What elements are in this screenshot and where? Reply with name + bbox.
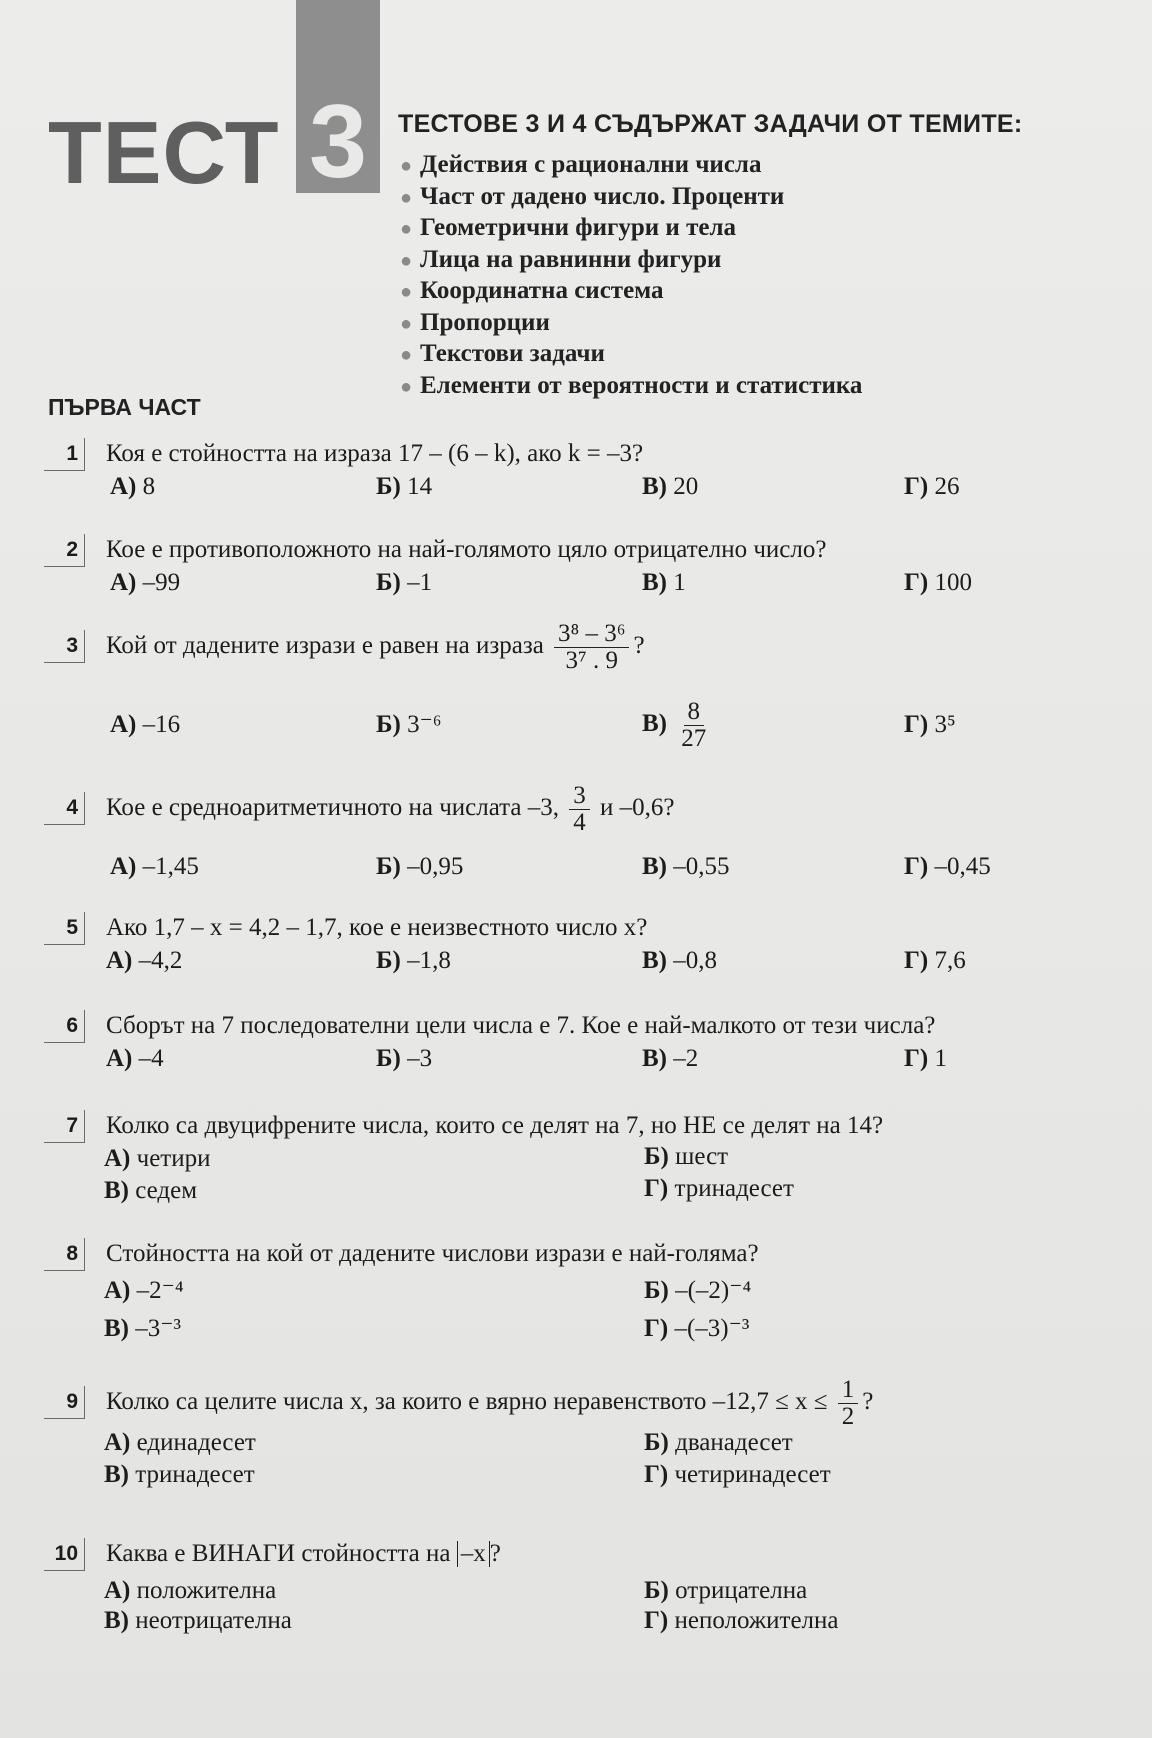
option-a[interactable]: А) 8 [110,473,156,500]
question-text: Коя е стойността на израза 17 – (6 – k), ако k = –3? [106,440,644,467]
option-a[interactable]: А) –2⁻⁴ [104,1277,184,1304]
option-a[interactable]: А) –4 [106,1045,164,1072]
topic-item: ● Координатна система [400,276,862,308]
option-c[interactable]: В) неотрицателна [104,1607,292,1634]
question-number: 1 [44,438,85,471]
topic-item: ● Текстови задачи [400,339,862,371]
fraction: $\frac{\text{3⁸ – 3⁶}}{\text{3⁷ . 9}}$ [554,621,629,674]
topic-item: ● Геометрични фигури и тела [400,213,862,245]
fraction: $\frac{1}{2}$ [838,1377,859,1430]
option-a[interactable]: А) –16 [110,711,181,738]
question-text: Сборът на 7 последователни цели числа е 7. Кое е най-малкото от тези числа? [106,1012,936,1039]
option-c[interactable]: В) –0,8 [642,947,717,974]
option-c[interactable]: В) седем [104,1177,198,1204]
topic-item: ● Елементи от вероятности и статистика [400,371,862,403]
bullet-icon: ● [400,249,413,272]
question-number: 4 [44,792,85,825]
question-number: 5 [44,912,85,945]
option-b[interactable]: Б) шест [644,1143,729,1170]
option-b[interactable]: Б) –1 [376,569,433,596]
question-text: Колко са двуцифрените числа, които се делят на 7, но НЕ се делят на 14? [106,1112,884,1139]
bullet-icon: ● [400,218,413,240]
option-b[interactable]: Б) дванадесет [644,1429,793,1456]
bullet-icon: ● [400,312,413,335]
option-b[interactable]: Б) –3 [376,1045,433,1072]
topics-list [400,150,862,402]
question-text: Ако 1,7 – x = 4,2 – 1,7, кое е неизвестното число x? [106,914,648,941]
option-a[interactable]: А) положителна [104,1577,277,1604]
question-number: 9 [44,1386,85,1419]
option-d[interactable]: Г) 100 [904,569,972,596]
topic-item: ● Действия с рационални числа [400,150,862,182]
option-a[interactable]: А) –99 [110,569,181,596]
question-text: Кой от дадените изрази е равен на израза $\frac{\text{3⁸ – 3⁶}}{\text{3⁷ . 9}}$ ? [106,619,645,674]
test-title: ТЕСТ [48,103,280,202]
option-a[interactable]: А) четири [104,1145,211,1172]
topics-heading: ТЕСТОВЕ 3 И 4 СЪДЪРЖАТ ЗАДАЧИ ОТ ТЕМИТЕ: [398,110,1023,138]
option-d[interactable]: Г) неположителна [644,1607,839,1634]
option-a[interactable]: А) –4,2 [106,947,183,974]
question-text: Стойността на кой от дадените числови изрази е най-голяма? [106,1240,759,1267]
option-a[interactable]: А) –1,45 [110,853,199,880]
question-number: 2 [44,534,85,567]
option-d[interactable]: Г) четиринадесет [644,1461,831,1488]
bullet-icon: ● [400,155,413,177]
question-number: 6 [44,1010,85,1043]
option-b[interactable]: Б) –0,95 [376,853,464,880]
option-c[interactable]: В) $\frac{8}{27}$ [642,697,707,752]
option-d[interactable]: Г) –(–3)⁻³ [644,1315,750,1342]
option-b[interactable]: Б) –1,8 [376,947,451,974]
option-d[interactable]: Г) 1 [904,1045,947,1072]
question-text: Каква е ВИНАГИ стойността на –x ? [106,1540,501,1567]
option-d[interactable]: Г) 7,6 [904,947,966,974]
topic-item: ● Пропорции [400,308,862,340]
test-number: 3 [309,84,367,200]
option-d[interactable]: Г) –0,45 [904,853,991,880]
bullet-icon: ● [400,281,413,303]
question-number: 7 [44,1110,85,1143]
option-d[interactable]: Г) тринадесет [644,1175,794,1202]
topic-item: ● Част от дадено число. Проценти [400,182,862,214]
option-c[interactable]: В) 1 [642,569,686,596]
question-text: Колко са целите числа x, за които е вярно неравенството –12,7 ≤ x ≤ $\frac{1}{2}$ ? [106,1375,874,1430]
section-title: ПЪРВА ЧАСТ [48,394,201,420]
option-c[interactable]: В) 20 [642,473,699,500]
topic-item: ● Лица на равнинни фигури [400,245,862,277]
fraction: $\frac{3}{4}$ [569,783,590,836]
option-b[interactable]: Б) 14 [376,473,433,500]
option-c[interactable]: В) –3⁻³ [104,1315,181,1342]
option-b[interactable]: Б) 3⁻⁶ [376,711,442,738]
option-c[interactable]: В) –0,55 [642,853,730,880]
question-text: Кое е противоположното на най-голямото цяло отрицателно число? [106,536,827,563]
bullet-icon: ● [400,186,413,209]
question-number: 3 [44,630,85,663]
option-b[interactable]: Б) отрицателна [644,1577,808,1604]
option-b[interactable]: Б) –(–2)⁻⁴ [644,1277,752,1304]
bullet-icon: ● [400,344,413,366]
option-a[interactable]: А) единадесет [104,1429,256,1456]
option-d[interactable]: Г) 26 [904,473,960,500]
question-text: Кое е средноаритметичното на числата –3, $\frac{3}{4}$ и –0,6? [106,781,675,836]
question-number: 10 [44,1538,85,1571]
option-c[interactable]: В) тринадесет [104,1461,255,1488]
option-c[interactable]: В) –2 [642,1045,699,1072]
bullet-icon: ● [400,375,413,398]
option-d[interactable]: Г) 3⁵ [904,711,956,738]
question-number: 8 [44,1238,85,1271]
absolute-value: –x [457,1541,490,1567]
